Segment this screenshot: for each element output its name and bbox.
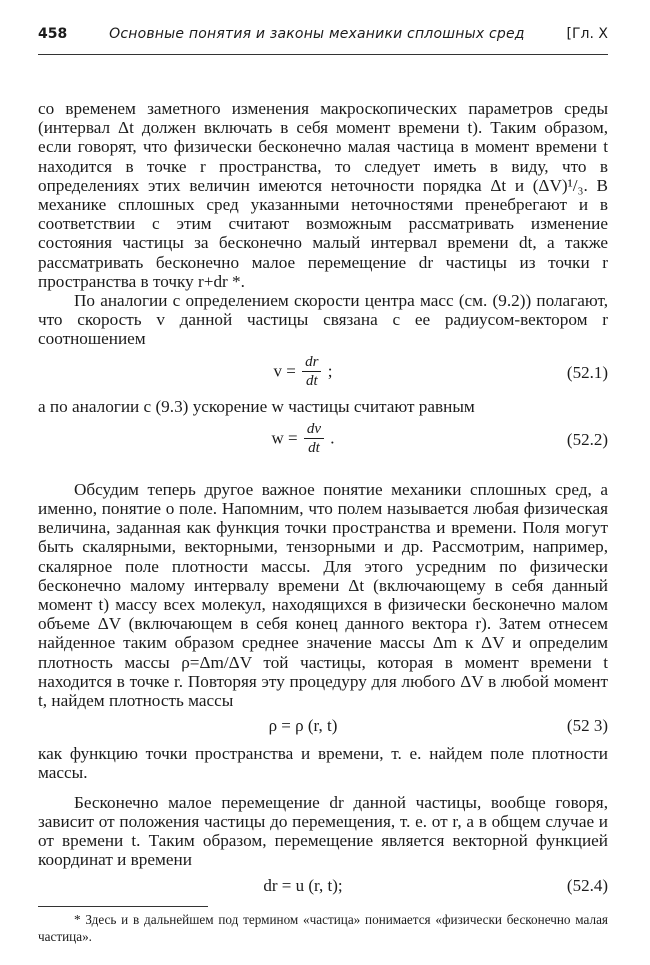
chapter-label: [Гл. X bbox=[566, 26, 608, 42]
footnote: * Здесь и в дальнейшем под термином «частица» понимается «физически бесконечно малая частица». bbox=[38, 911, 608, 944]
eq2-denominator: dt bbox=[308, 439, 320, 456]
eq1-number: (52.1) bbox=[566, 362, 608, 382]
eq4-number: (52.4) bbox=[566, 875, 608, 895]
eq2-fraction bbox=[304, 420, 324, 457]
running-title: Основные понятия и законы механики сплошных сред bbox=[109, 26, 525, 42]
eq3-body: ρ = ρ (r, t) bbox=[268, 716, 338, 736]
paragraph-2: По аналогии с определением скорости центра масс (см. (9.2)) полагают, что скорость v данной частицы связана с ее радиусом-вектором r соотношением bbox=[38, 291, 608, 349]
eq2-lhs: w = bbox=[271, 428, 298, 448]
eq1-numerator: dr bbox=[302, 353, 321, 372]
equation-52-3 bbox=[38, 710, 608, 744]
eq1-lhs: v = bbox=[273, 361, 296, 381]
equation-52-2 bbox=[38, 416, 608, 464]
eq1-fraction bbox=[302, 353, 321, 390]
paragraph-3: а по аналогии с (9.3) ускорение w частицы считают равным bbox=[38, 396, 475, 416]
paragraph-6: Бесконечно малое перемещение dr данной частицы, вообще говоря, зависит от положения частицы до перемещения, т. е. от r, а в общем случае и от времени t. Таким образом, перемещение является векторной функцией координат и времени bbox=[38, 792, 608, 870]
footnote-rule bbox=[38, 906, 208, 907]
eq1-tail: ; bbox=[327, 361, 333, 381]
book-page bbox=[38, 26, 608, 945]
equation-52-4 bbox=[38, 870, 608, 904]
eq4-body: dr = u (r, t); bbox=[263, 875, 343, 895]
eq2-numerator: dv bbox=[304, 420, 324, 439]
paragraph-4: Обсудим теперь другое важное понятие механики сплошных сред, а именно, понятие о поле. Напомним, что полем называется любая физическая величина, заданная как функция точки пространства и времени. Поля могут быть скалярными, векторными, тензорными и др. Рассмотрим, например, скалярное поле плотности массы. Для этого усредним по физически бесконечно малому интервалу времени Δt (включающему в себя данный момент t) массу всех молекул, находящихся в физически бесконечно малом объеме ΔV (включающем в себя конец данного вектора r). Затем отнесем найденное таким образом среднее значение массы Δm к ΔV и определим плотность массы ρ=Δm/ΔV той частицы, которая в момент времени t находится в точке r. Повторяя эту процедуру для любого ΔV в любой момент t, найдем плотность массы bbox=[38, 479, 608, 711]
page-number: 458 bbox=[38, 26, 68, 42]
eq2-number: (52.2) bbox=[566, 429, 608, 449]
running-header bbox=[38, 26, 608, 55]
paragraph-5: как функцию точки пространства и времени, т. е. найдем поле плотности массы. bbox=[38, 744, 608, 783]
eq1-denominator: dt bbox=[305, 372, 318, 389]
eq3-number: (52 3) bbox=[566, 716, 608, 736]
eq2-tail: . bbox=[330, 428, 335, 448]
paragraph-1: со временем заметного изменения макроскопических параметров среды (интервал Δt должен включать в себя момент времени t). Таким образом, если говорят, что физически бесконечно малая частица в момент времени t находится в точке r пространства, то следует иметь в виду, что в определениях этих величин имеются неточности порядка Δt и (ΔV)¹/₃. В механике сплошных сред указанными неточностями пренебрегают и в соответствии с этим считают возможным рассматривать изменение состояния частицы за бесконечно малый интервал времени dt, а также рассматривать бесконечно малое перемещение dr частицы из точки r пространства в точку r+dr *. bbox=[38, 99, 608, 291]
equation-52-1 bbox=[38, 349, 608, 397]
